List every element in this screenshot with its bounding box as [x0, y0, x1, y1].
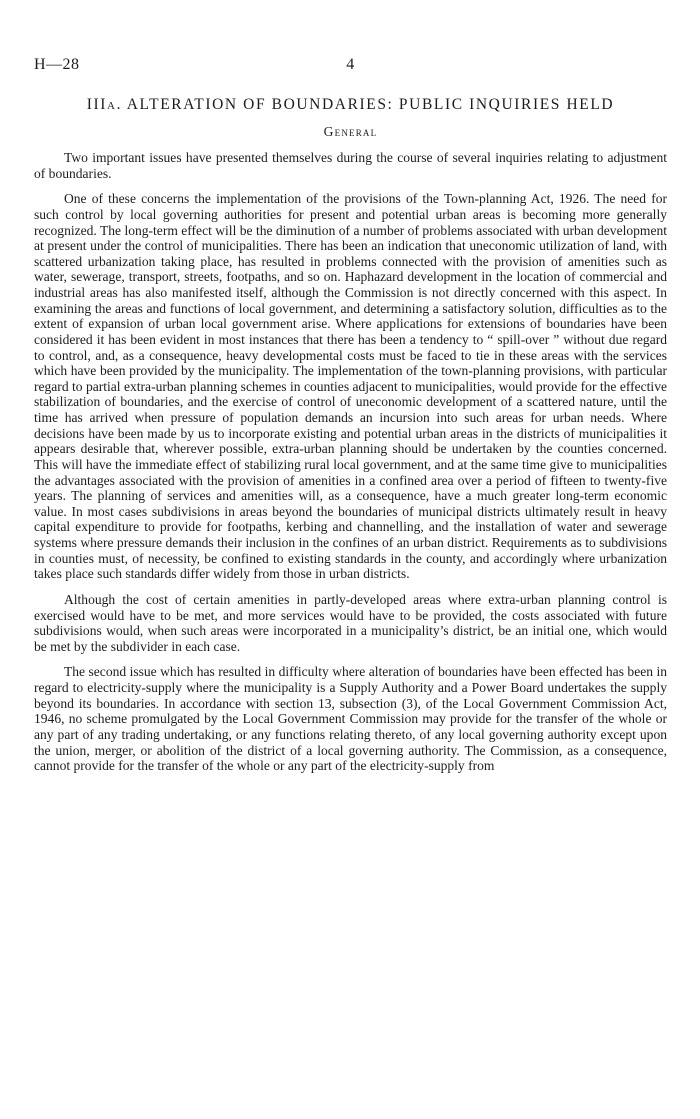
running-header — [34, 56, 667, 80]
page-number: 4 — [346, 56, 355, 73]
document-reference: H—28 — [34, 56, 80, 73]
body-text — [34, 150, 667, 774]
paragraph: Two important issues have presented themselves during the course of several inquiries relating to adjustment of boundaries. — [34, 150, 667, 181]
subsection-title: General — [323, 124, 378, 139]
section-title: IIIa. ALTERATION OF BOUNDARIES: PUBLIC INQUIRIES HELD — [86, 96, 615, 113]
paragraph: The second issue which has resulted in difficulty where alteration of boundaries have been effected has been in regard to electricity-supply where the municipality is a Supply Authority and a Power Board undertakes the supply beyond its boundaries. In accordance with section 13, subsection (3), of the Local Government Commission Act, 1946, no scheme promulgated by the Local Government Commission may provide for the transfer of the whole or any part of any trading undertaking, or any functions relating thereto, of any local governing authority except upon the union, merger, or abolition of the district of a local governing authority. The Commission, as a consequence, cannot provide for the transfer of the whole or any part of the electricity-supply from — [34, 664, 667, 774]
paragraph: Although the cost of certain amenities in partly-developed areas where extra-urban planning control is exercised would have to be met, and more services would have to be provided, the costs associated with future subdivisions would, when such areas were incorporated in a municipality’s district, be an initial one, which would be met by the subdivider in each case. — [34, 591, 667, 654]
paragraph: One of these concerns the implementation of the provisions of the Town-planning Act, 1926. The need for such control by local governing authorities for present and potential urban areas is becoming more generally recognized. The long-term effect will be the diminution of a number of problems associated with urban development at present under the control of municipalities. There has been an indication that uneconomic utilization of land, with scattered urbanization taking place, has resulted in problems connected with the provision of amenities such as water, sewerage, transport, streets, footpaths, and so on. Haphazard development in the location of commercial and industrial areas has also manifested itself, although the Commission is not directly concerned with this aspect. In examining the areas and functions of local government, and determining a satisfactory solution, difficulties as to the extent of expansion of urban local government arise. Where applications for extensions of boundaries have been considered it has been evident in most instances that there has been a tendency to “ spill-over ” without due regard to control, and, as a consequence, heavy developmental costs must be faced to tie in these areas with the services which have been provided by the municipality. The implementation of the town-planning provisions, with particular regard to partial extra-urban planning schemes in counties adjacent to municipalities, would provide for the effective stabilization of boundaries, and the exercise of control of uneconomic development of a scattered nature, until the time has arrived when pressure of population demands an incursion into such areas for urban needs. Where decisions have been made by us to incorporate existing and potential urban areas in the districts of municipalities it appears desirable that, wherever possible, extra-urban planning should be undertaken by the counties concerned. This will have the immediate effect of stabilizing rural local government, and at the same time give to municipalities the advantages associated with the provision of amenities in a confined area over a period of fifteen to twenty-five years. The planning of services and amenities will, as a consequence, have a much greater long-term economic value. In most cases subdivisions in areas beyond the boundaries of municipal districts ultimately result in heavy capital expenditure to provide for footpaths, kerbing and channelling, and the installation of water and sewerage systems where pressure demands their inclusion in the confines of an urban district. Requirements as to subdivisions in counties must, of necessity, be confined to existing standards in the county, and accordingly where urbanization takes place such standards differ widely from those in urban districts. — [34, 191, 667, 582]
